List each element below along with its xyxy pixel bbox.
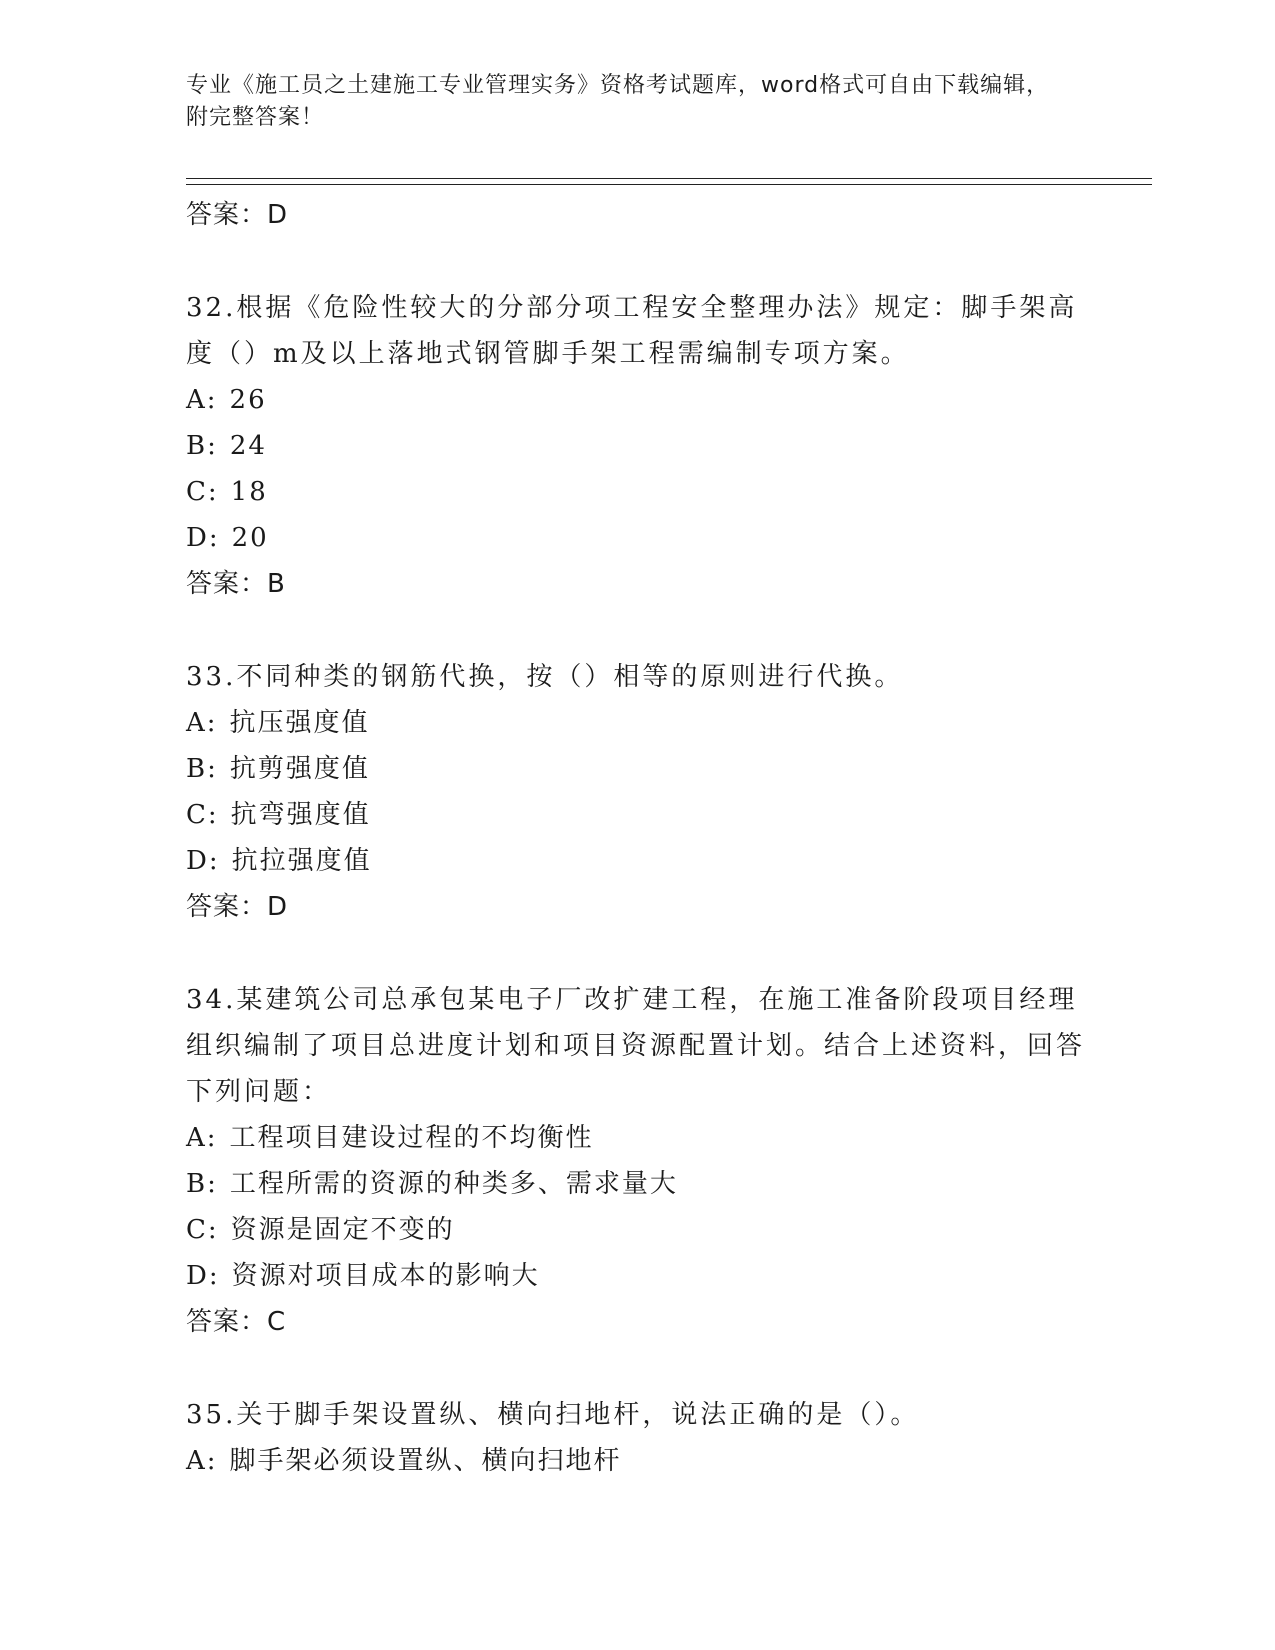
option-line — [186, 423, 1086, 469]
header-rule-bottom — [186, 184, 1152, 185]
question-text: 35.关于脚手架设置纵、横向扫地杆，说法正确的是（）。 — [186, 1400, 920, 1430]
option-letter: B: — [186, 754, 218, 784]
option-letter: C: — [186, 1215, 219, 1245]
option-line — [186, 838, 1086, 884]
question-text: 34.某建筑公司总承包某电子厂改扩建工程，在施工准备阶段项目经理组织编制了项目总进度计划和项目资源配置计划。结合上述资料，回答下列问题： — [186, 985, 1086, 1107]
answer-line: 答案：D — [186, 200, 289, 230]
question-text: 33.不同种类的钢筋代换，按（）相等的原则进行代换。 — [186, 662, 904, 692]
option-line — [186, 746, 1086, 792]
option-text: 抗弯强度值 — [230, 800, 371, 830]
option-letter: A: — [186, 1123, 218, 1153]
option-letter: A: — [186, 385, 218, 415]
option-letter: B: — [186, 431, 218, 461]
option-line — [186, 792, 1086, 838]
option-text: 资源是固定不变的 — [230, 1215, 455, 1245]
option-text: 资源对项目成本的影响大 — [231, 1261, 540, 1291]
option-letter: D: — [186, 846, 220, 876]
answer-line: 答案：B — [186, 569, 286, 599]
option-text: 26 — [229, 385, 267, 415]
option-letter: D: — [186, 523, 220, 553]
header-rule-top — [186, 178, 1152, 179]
option-letter: C: — [186, 800, 219, 830]
option-letter: B: — [186, 1169, 218, 1199]
option-line — [186, 700, 1086, 746]
option-line — [186, 1115, 1086, 1161]
option-letter: A: — [186, 708, 218, 738]
option-letter: A: — [186, 1446, 218, 1476]
option-text: 18 — [230, 477, 268, 507]
option-line — [186, 377, 1086, 423]
option-text: 抗拉强度值 — [231, 846, 372, 876]
option-text: 工程所需的资源的种类多、需求量大 — [229, 1169, 678, 1199]
option-text: 工程项目建设过程的不均衡性 — [229, 1123, 594, 1153]
option-text: 抗剪强度值 — [229, 754, 370, 784]
option-text: 脚手架必须设置纵、横向扫地杆 — [229, 1446, 622, 1476]
option-letter: D: — [186, 1261, 220, 1291]
option-text: 抗压强度值 — [229, 708, 370, 738]
question-text: 32.根据《危险性较大的分部分项工程安全整理办法》规定：脚手架高度（）m及以上落地式钢管脚手架工程需编制专项方案。 — [186, 293, 1078, 369]
question-list — [186, 188, 1086, 1484]
option-text: 24 — [229, 431, 267, 461]
option-line — [186, 1161, 1086, 1207]
option-letter: C: — [186, 477, 219, 507]
document-header: 专业《施工员之土建施工专业管理实务》资格考试题库，word格式可自由下载编辑，附完整答案！ — [186, 73, 1050, 130]
option-line — [186, 1207, 1086, 1253]
option-text: 20 — [231, 523, 269, 553]
option-line — [186, 515, 1086, 561]
answer-line: 答案：C — [186, 1307, 287, 1337]
answer-line: 答案：D — [186, 892, 289, 922]
option-line — [186, 469, 1086, 515]
option-line — [186, 1253, 1086, 1299]
option-line — [186, 1438, 1086, 1484]
